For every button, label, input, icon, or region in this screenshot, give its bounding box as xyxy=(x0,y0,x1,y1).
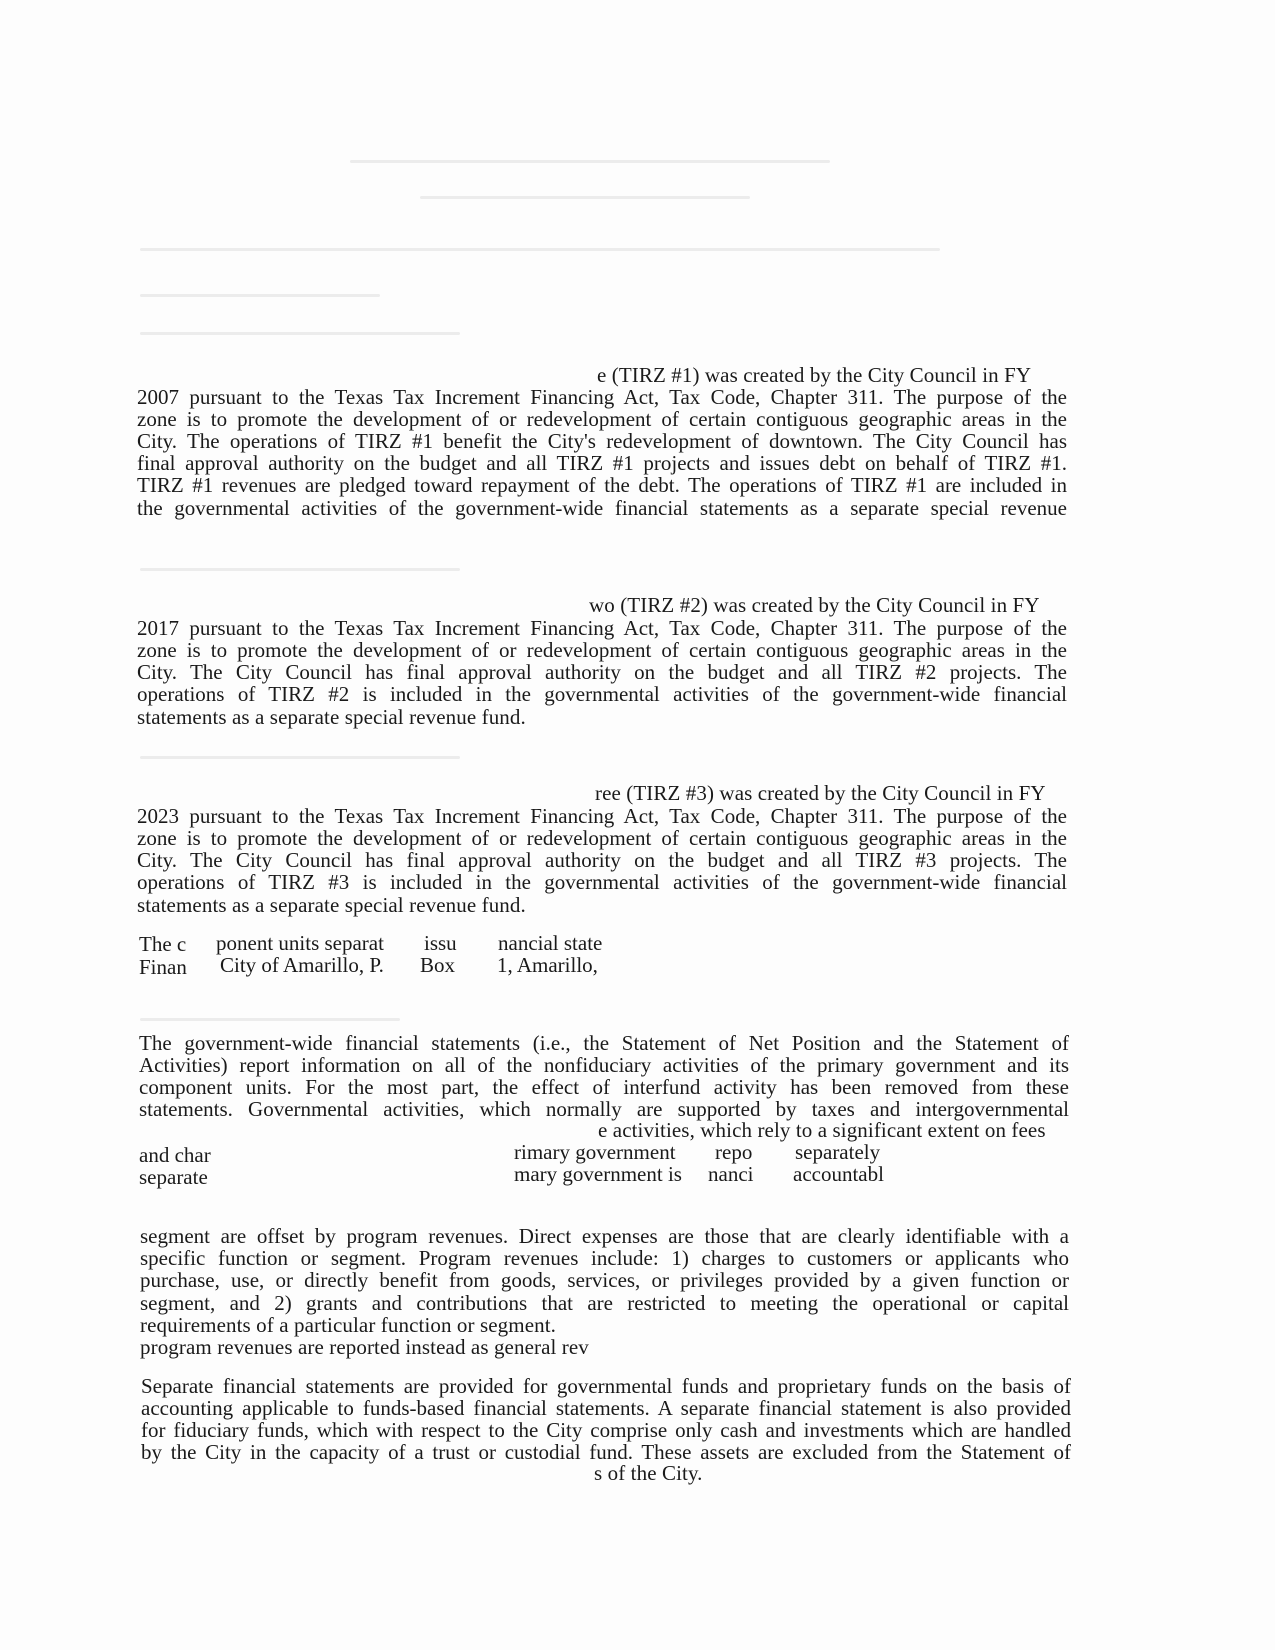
redacted-header-mark xyxy=(140,1018,400,1021)
paragraph-line: Separate financial statements are provided for governmental funds and proprietary funds on the basis of xyxy=(141,1374,1071,1398)
paragraph-line: statements as a separate special revenue fund. xyxy=(137,705,526,729)
paragraph-line: Activities) report information on all of the nonfiduciary activities of the primary government and its xyxy=(139,1053,1069,1077)
redacted-header-mark xyxy=(140,756,460,759)
paragraph-line: component units. For the most part, the effect of interfund activity has been removed from these xyxy=(139,1075,1069,1099)
paragraph-line: zone is to promote the development of or redevelopment of certain contiguous geographic areas in the xyxy=(137,826,1067,850)
paragraph-line: operations of TIRZ #3 is included in the governmental activities of the government-wide financial xyxy=(137,870,1067,894)
paragraph-line: operations of TIRZ #2 is included in the governmental activities of the government-wide financial xyxy=(137,682,1067,706)
text-fragment: nancial state xyxy=(498,931,603,955)
paragraph-line: City. The operations of TIRZ #1 benefit the City's redevelopment of downtown. The City Council has xyxy=(137,429,1067,453)
text-fragment: 1, Amarillo, xyxy=(497,953,598,977)
text-fragment: Finan xyxy=(139,955,187,979)
text-fragment: nanci xyxy=(708,1162,754,1186)
redacted-header-mark xyxy=(350,160,830,163)
text-fragment: and char xyxy=(139,1143,211,1167)
paragraph-line: specific function or segment. Program revenues include: 1) charges to customers or applicants who xyxy=(140,1246,1069,1270)
paragraph-line: ree (TIRZ #3) was created by the City Council in FY xyxy=(595,781,1046,805)
paragraph-line: requirements of a particular function or segment. xyxy=(140,1313,556,1337)
redacted-header-mark xyxy=(140,332,460,335)
redacted-header-mark xyxy=(420,196,750,199)
text-fragment: Box xyxy=(420,953,456,977)
paragraph-line: zone is to promote the development of or redevelopment of certain contiguous geographic areas in the xyxy=(137,407,1067,431)
paragraph-line: accounting applicable to funds-based financial statements. A separate financial statement is also provided xyxy=(141,1396,1071,1420)
paragraph-line: 2023 pursuant to the Texas Tax Increment Financing Act, Tax Code, Chapter 311. The purpose of the xyxy=(137,804,1067,828)
text-fragment: issu xyxy=(424,931,457,955)
paragraph-line: statements. Governmental activities, which normally are supported by taxes and intergovernmental xyxy=(139,1097,1069,1121)
paragraph-line: e (TIRZ #1) was created by the City Council in FY xyxy=(597,363,1032,387)
paragraph-line: e activities, which rely to a significant extent on fees xyxy=(598,1118,1046,1142)
text-fragment: accountabl xyxy=(793,1162,884,1186)
paragraph-line: 2017 pursuant to the Texas Tax Increment Financing Act, Tax Code, Chapter 311. The purpose of the xyxy=(137,616,1067,640)
paragraph-line: City. The City Council has final approval authority on the budget and all TIRZ #2 projects. The xyxy=(137,660,1067,684)
paragraph-line: program revenues are reported instead as general rev xyxy=(140,1335,589,1359)
redacted-header-mark xyxy=(140,568,460,571)
paragraph-line: s of the City. xyxy=(594,1461,703,1485)
paragraph-line: for fiduciary funds, which with respect to the City comprise only cash and investments which are handled xyxy=(141,1418,1071,1442)
paragraph-line: TIRZ #1 revenues are pledged toward repayment of the debt. The operations of TIRZ #1 are included in xyxy=(137,473,1067,497)
redacted-header-mark xyxy=(140,294,380,297)
paragraph-line: wo (TIRZ #2) was created by the City Council in FY xyxy=(589,593,1040,617)
redacted-header-mark xyxy=(140,248,940,251)
text-fragment: City of Amarillo, P. xyxy=(220,953,384,977)
paragraph-line: City. The City Council has final approval authority on the budget and all TIRZ #3 projects. The xyxy=(137,848,1067,872)
paragraph-line: segment, and 2) grants and contributions that are restricted to meeting the operational or capital xyxy=(140,1291,1069,1315)
text-fragment: The c xyxy=(139,932,187,956)
paragraph-line: statements as a separate special revenue fund. xyxy=(137,893,526,917)
text-fragment: separately xyxy=(795,1140,881,1164)
text-fragment: ponent units separat xyxy=(216,931,384,955)
text-fragment: repo xyxy=(715,1140,753,1164)
paragraph-line: by the City in the capacity of a trust or custodial fund. These assets are excluded from the Statement of xyxy=(141,1440,1071,1464)
paragraph-line: segment are offset by program revenues. Direct expenses are those that are clearly identifiable with a xyxy=(140,1224,1069,1248)
text-fragment: rimary government xyxy=(514,1140,676,1164)
paragraph-line: purchase, use, or directly benefit from goods, services, or privileges provided by a given function or xyxy=(140,1268,1069,1292)
paragraph-line: final approval authority on the budget and all TIRZ #1 projects and issues debt on behalf of TIRZ #1. xyxy=(137,451,1067,475)
paragraph-line: 2007 pursuant to the Texas Tax Increment Financing Act, Tax Code, Chapter 311. The purpose of the xyxy=(137,385,1067,409)
paragraph-line: The government-wide financial statements (i.e., the Statement of Net Position and the Statement of xyxy=(139,1031,1069,1055)
paragraph-line: zone is to promote the development of or redevelopment of certain contiguous geographic areas in the xyxy=(137,638,1067,662)
paragraph-line: the governmental activities of the government-wide financial statements as a separate special revenue xyxy=(137,496,1067,520)
text-fragment: mary government is xyxy=(514,1162,682,1186)
text-fragment: separate xyxy=(139,1165,208,1189)
